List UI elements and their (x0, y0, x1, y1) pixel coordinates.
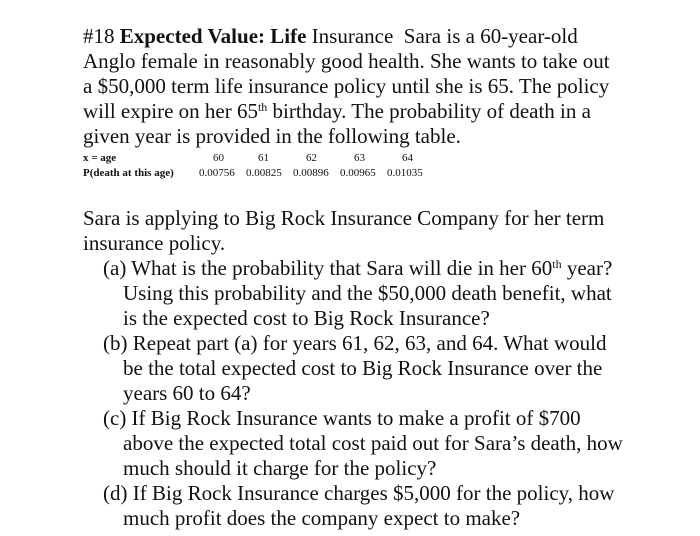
question-a-superscript: th (552, 257, 562, 271)
table-row-label-age: x = age (83, 152, 117, 164)
table-row-label-probability: P(death at this age) (83, 167, 174, 179)
table-cell-age: 62 (306, 152, 317, 164)
question-a (83, 256, 623, 331)
questions-section (83, 206, 623, 531)
question-a-text-2: year? Using this probability and the $50,000 death benefit, what is the expected cost to Big Rock Insurance? (123, 256, 613, 330)
question-b: (b) Repeat part (a) for years 61, 62, 63, and 64. What would be the total expected cost to Big Rock Insurance over the years 60 to 64? (103, 331, 607, 405)
problem-title: Expected Value: Life (119, 24, 307, 48)
problem-intro (83, 24, 623, 149)
table-cell-probability: 0.00896 (293, 167, 329, 179)
table-cell-probability: 0.00965 (340, 167, 376, 179)
intro-text-1: Sara is a 60-year-old Anglo female in reasonably good health. She wants to take out a $50,000 term life insurance policy until she is 65. The policy will expire on her 65 (83, 24, 610, 123)
table-cell-probability: 0.00756 (199, 167, 235, 179)
followup-text: Sara is applying to Big Rock Insurance Company for her term insurance policy. (83, 206, 605, 255)
table-cell-probability: 0.00825 (246, 167, 282, 179)
question-c: (c) If Big Rock Insurance wants to make a profit of $700 above the expected total cost paid out for Sara’s death, how much should it charge for the policy? (103, 406, 623, 480)
problem-page (83, 24, 623, 531)
table-cell-age: 64 (402, 152, 413, 164)
table-cell-age: 61 (258, 152, 269, 164)
table-cell-age: 60 (213, 152, 224, 164)
probability-table (83, 152, 623, 186)
intro-superscript: th (257, 100, 268, 114)
problem-title-rest: Insurance (311, 24, 394, 48)
table-cell-age: 63 (354, 152, 365, 164)
question-a-text-1: (a) What is the probability that Sara will die in her 60 (103, 256, 553, 280)
question-d: (d) If Big Rock Insurance charges $5,000 for the policy, how much profit does the company expect to make? (103, 481, 615, 530)
intro-text-2: birthday. The probability of death in a given year is provided in the following table. (83, 99, 591, 148)
table-cell-probability: 0.01035 (387, 167, 423, 179)
problem-number: #18 (83, 24, 115, 48)
